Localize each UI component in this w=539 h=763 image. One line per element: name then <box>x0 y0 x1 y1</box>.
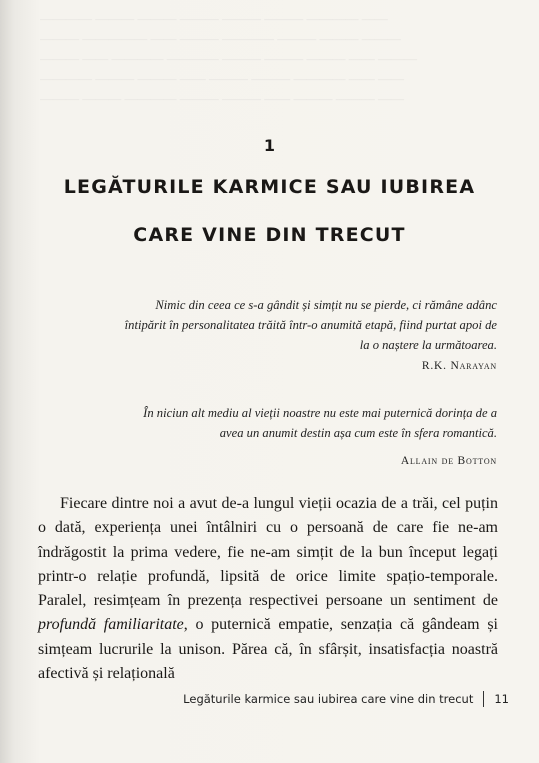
show-through-text: ——— —— ———— ———— ——— ——— ——— —— ——— <box>40 51 417 66</box>
chapter-number: 1 <box>263 136 276 155</box>
epigraph-1-author: R.K. Narayan <box>421 360 497 372</box>
epigraph-1-text: Nimic din ceea ce s-a gândit și simțit nu se pierde, ci rămâne adânc întipărit în personalitatea trăită într-o anumită etapă, fiind purtat apoi de la o naștere la următoarea. <box>124 298 497 352</box>
show-through-text: ———— ——— ——— —— ——— ——— ———— —— —— <box>40 71 404 86</box>
body-text-part-2: , o puternică empatie, senzația că gândeam și simțeam lucrurile la unison. Părea că, în sfârșit, insatisfacția noastră afectivă și relațională <box>38 616 499 683</box>
show-through-text: ——— ————— —— ——— ———— ——— ——— ——— <box>40 31 401 46</box>
show-through-text: ——— ——— ———— ——— ——— —— ——— ——— —— <box>40 91 404 106</box>
page-number: 11 <box>494 692 509 706</box>
body-paragraph <box>38 492 498 686</box>
running-title: Legăturile karmice sau iubirea care vine din trecut <box>183 692 474 706</box>
footer-divider <box>483 691 484 707</box>
epigraph-2-text: În niciun alt mediu al vieții noastre nu este mai puternică dorința de a avea un anumit destin așa cum este în sfera romantică. <box>143 406 497 440</box>
page-footer <box>183 691 509 707</box>
epigraph-2-author: Allain de Botton <box>400 455 497 467</box>
show-through-text: ———— ——— ——— ——— ——— ——— ———— —— <box>40 11 388 26</box>
chapter-title-line-2: CARE VINE DIN TRECUT <box>133 224 406 246</box>
chapter-title-line-1: LEGĂTURILE KARMICE SAU IUBIREA <box>63 176 476 198</box>
body-text-part-1: Fiecare dintre noi a avut de-a lungul vieții ocazia de a trăi, cel puțin o dată, experiența unei întâlniri cu o persoană de care fie ne-am îndrăgostit la prima vedere, fie ne-am simțit de la bun început legați printr-o relație profundă, lipsită de orice limite spațio-temporale. Paralel, resimțeam în prezența respectivei persoane un sentiment de <box>38 495 498 610</box>
body-text-emphasis: profundă familiaritate <box>38 616 184 634</box>
